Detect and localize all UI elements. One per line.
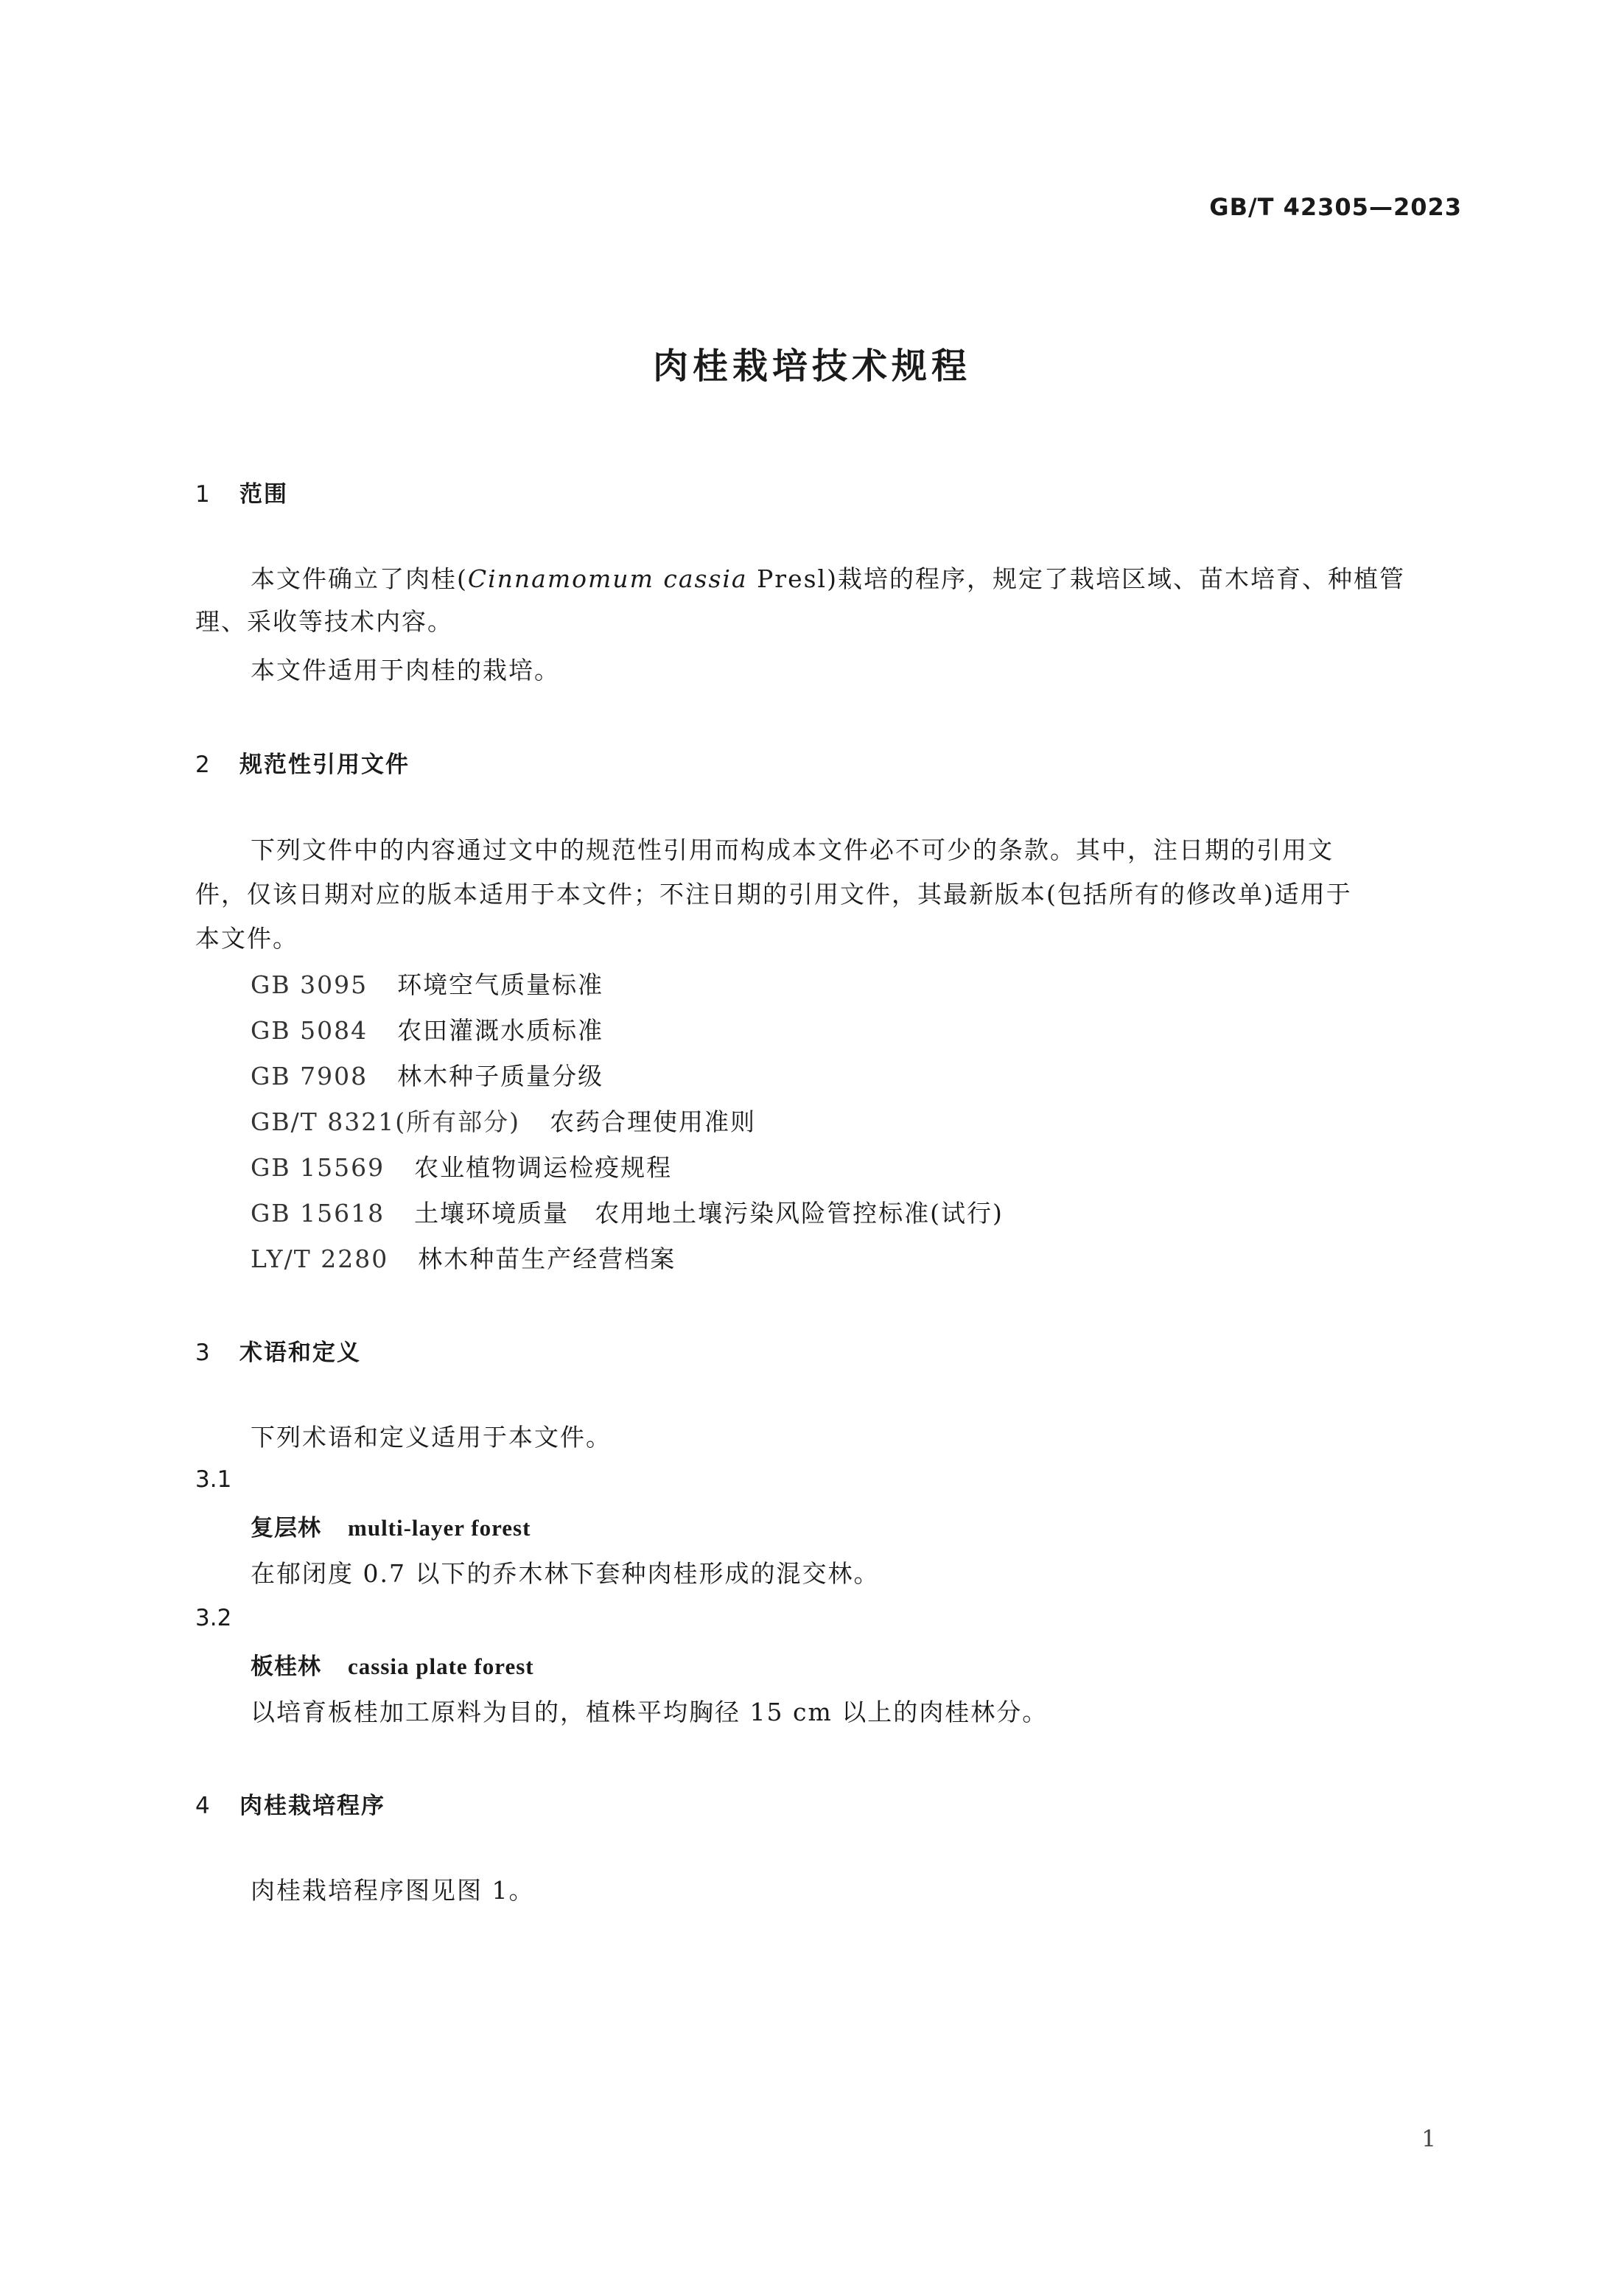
reference-title: 农业植物调运检疫规程 <box>414 1153 673 1182</box>
term-number: 3.1 <box>195 1466 232 1493</box>
reference-code: GB 15569 <box>251 1153 385 1182</box>
reference-title: 农药合理使用准则 <box>549 1107 756 1136</box>
term-zh: 复层林 <box>251 1515 321 1541</box>
section-1-heading <box>195 475 288 508</box>
section-title: 规范性引用文件 <box>239 752 410 778</box>
reference-item <box>251 1057 603 1092</box>
section-title: 范围 <box>239 481 288 508</box>
latin-name: Cinnamomum cassia <box>467 564 748 593</box>
section-3-heading <box>195 1334 361 1367</box>
reference-title: 土壤环境质量 农用地土壤污染风险管控标准(试行) <box>414 1199 1004 1228</box>
section-2-paragraph-line-2: 件，仅该日期对应的版本适用于本文件；不注日期的引用文件，其最新版本(包括所有的修改单)适用于 <box>195 880 1352 909</box>
reference-title: 林木种苗生产经营档案 <box>418 1244 676 1273</box>
reference-item <box>251 966 603 1001</box>
section-3-intro: 下列术语和定义适用于本文件。 <box>251 1423 612 1452</box>
term-heading <box>251 1509 531 1542</box>
reference-title: 环境空气质量标准 <box>397 970 604 999</box>
section-number: 2 <box>195 752 211 778</box>
section-1-paragraph-2: 本文件适用于肉桂的栽培。 <box>251 656 560 685</box>
section-4-paragraph: 肉桂栽培程序图见图 1。 <box>251 1876 535 1905</box>
term-definition: 以培育板桂加工原料为目的，植株平均胸径 15 cm 以上的肉桂林分。 <box>251 1698 1049 1726</box>
section-1-paragraph-1-line-1 <box>251 560 1405 595</box>
section-number: 3 <box>195 1340 211 1366</box>
section-2-heading <box>195 746 410 779</box>
section-title: 术语和定义 <box>239 1340 361 1366</box>
reference-code: GB 7908 <box>251 1062 368 1091</box>
term-definition: 在郁闭度 0.7 以下的乔木林下套种肉桂形成的混交林。 <box>251 1559 880 1588</box>
text: 本文件确立了肉桂( <box>251 564 468 593</box>
reference-title: 农田灌溉水质标准 <box>397 1016 604 1045</box>
term-en: multi-layer forest <box>348 1515 531 1541</box>
term-heading <box>251 1648 534 1681</box>
section-2-paragraph-line-1: 下列文件中的内容通过文中的规范性引用而构成本文件必不可少的条款。其中，注日期的引用文 <box>251 836 1334 864</box>
section-2-paragraph-line-3: 本文件。 <box>195 924 298 953</box>
document-title: 肉桂栽培技术规程 <box>652 346 971 387</box>
reference-code: GB 15618 <box>251 1199 385 1228</box>
section-1-paragraph-1-line-2: 理、采收等技术内容。 <box>195 607 453 636</box>
section-title: 肉桂栽培程序 <box>239 1793 385 1819</box>
section-number: 1 <box>195 481 211 508</box>
reference-item <box>251 1194 1004 1229</box>
term-zh: 板桂林 <box>251 1653 321 1680</box>
reference-code: GB 3095 <box>251 970 368 999</box>
standard-code: GB/T 42305—2023 <box>1209 193 1462 221</box>
reference-item <box>251 1149 672 1183</box>
reference-code: LY/T 2280 <box>251 1244 389 1273</box>
text: Presl)栽培的程序，规定了栽培区域、苗木培育、种植管 <box>747 564 1405 593</box>
reference-item <box>251 1240 676 1275</box>
page-number: 1 <box>1421 2126 1436 2152</box>
reference-item <box>251 1103 756 1138</box>
section-number: 4 <box>195 1793 211 1819</box>
term-number: 3.2 <box>195 1605 232 1631</box>
section-4-heading <box>195 1787 385 1820</box>
reference-item <box>251 1012 603 1046</box>
reference-code: GB 5084 <box>251 1016 368 1045</box>
term-en: cassia plate forest <box>348 1653 534 1679</box>
reference-code: GB/T 8321(所有部分) <box>251 1107 520 1136</box>
reference-title: 林木种子质量分级 <box>397 1062 604 1091</box>
